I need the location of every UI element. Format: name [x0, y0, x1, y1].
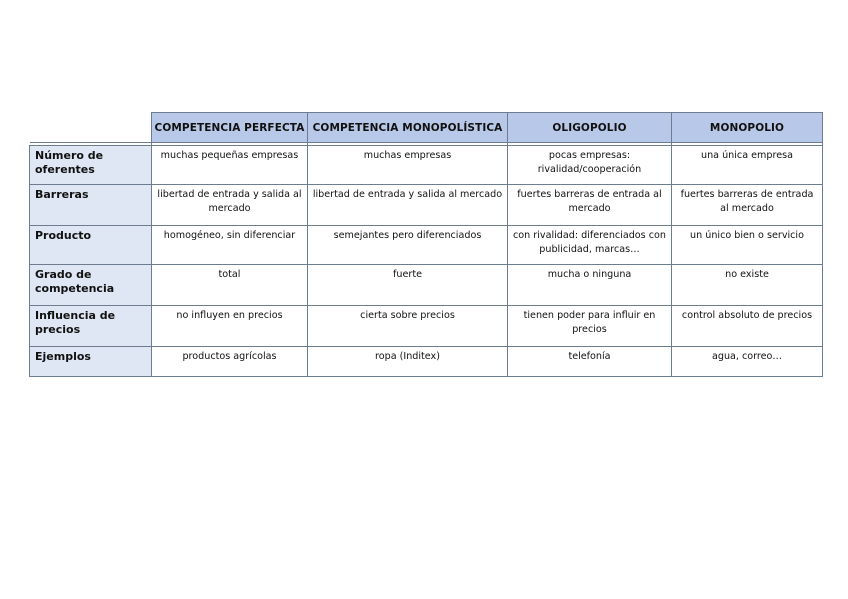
table-cell: ropa (Inditex): [308, 347, 508, 377]
table-row: [30, 185, 823, 226]
table-cell: libertad de entrada y salida al mercado: [308, 185, 508, 226]
table-cell: no influyen en precios: [152, 306, 308, 347]
column-header-monopolio: MONOPOLIO: [672, 113, 823, 143]
row-label-influencia-de-precios: Influencia de precios: [30, 306, 152, 347]
table-cell: tienen poder para influir en precios: [508, 306, 672, 347]
row-label-grado-de-competencia: Grado de competencia: [30, 265, 152, 306]
table-cell: telefonía: [508, 347, 672, 377]
table-row: [30, 306, 823, 347]
table-cell: total: [152, 265, 308, 306]
row-label-numero-de-oferentes: Número de oferentes: [30, 146, 152, 185]
table-cell: fuertes barreras de entrada al mercado: [508, 185, 672, 226]
table-cell: libertad de entrada y salida al mercado: [152, 185, 308, 226]
table-cell: con rivalidad: diferenciados con publicidad, marcas…: [508, 226, 672, 265]
table-cell: semejantes pero diferenciados: [308, 226, 508, 265]
table-cell: productos agrícolas: [152, 347, 308, 377]
table-cell: agua, correo…: [672, 347, 823, 377]
table-cell: muchas pequeñas empresas: [152, 146, 308, 185]
column-header-competencia-monopolistica: COMPETENCIA MONOPOLÍSTICA: [308, 113, 508, 143]
header-row: [30, 113, 823, 143]
table-cell: un único bien o servicio: [672, 226, 823, 265]
table-cell: homogéneo, sin diferenciar: [152, 226, 308, 265]
row-label-ejemplos: Ejemplos: [30, 347, 152, 377]
market-structures-table: [29, 112, 823, 377]
table-cell: fuerte: [308, 265, 508, 306]
table-cell: control absoluto de precios: [672, 306, 823, 347]
table-row: [30, 265, 823, 306]
corner-cell: [30, 113, 152, 143]
table-cell: fuertes barreras de entrada al mercado: [672, 185, 823, 226]
table-row: [30, 226, 823, 265]
table-row: [30, 146, 823, 185]
table-cell: una única empresa: [672, 146, 823, 185]
column-header-oligopolio: OLIGOPOLIO: [508, 113, 672, 143]
table-cell: pocas empresas: rivalidad/cooperación: [508, 146, 672, 185]
table-cell: cierta sobre precios: [308, 306, 508, 347]
table-row: [30, 347, 823, 377]
table-cell: muchas empresas: [308, 146, 508, 185]
column-header-competencia-perfecta: COMPETENCIA PERFECTA: [152, 113, 308, 143]
table-cell: no existe: [672, 265, 823, 306]
row-label-barreras: Barreras: [30, 185, 152, 226]
table-cell: mucha o ninguna: [508, 265, 672, 306]
row-label-producto: Producto: [30, 226, 152, 265]
